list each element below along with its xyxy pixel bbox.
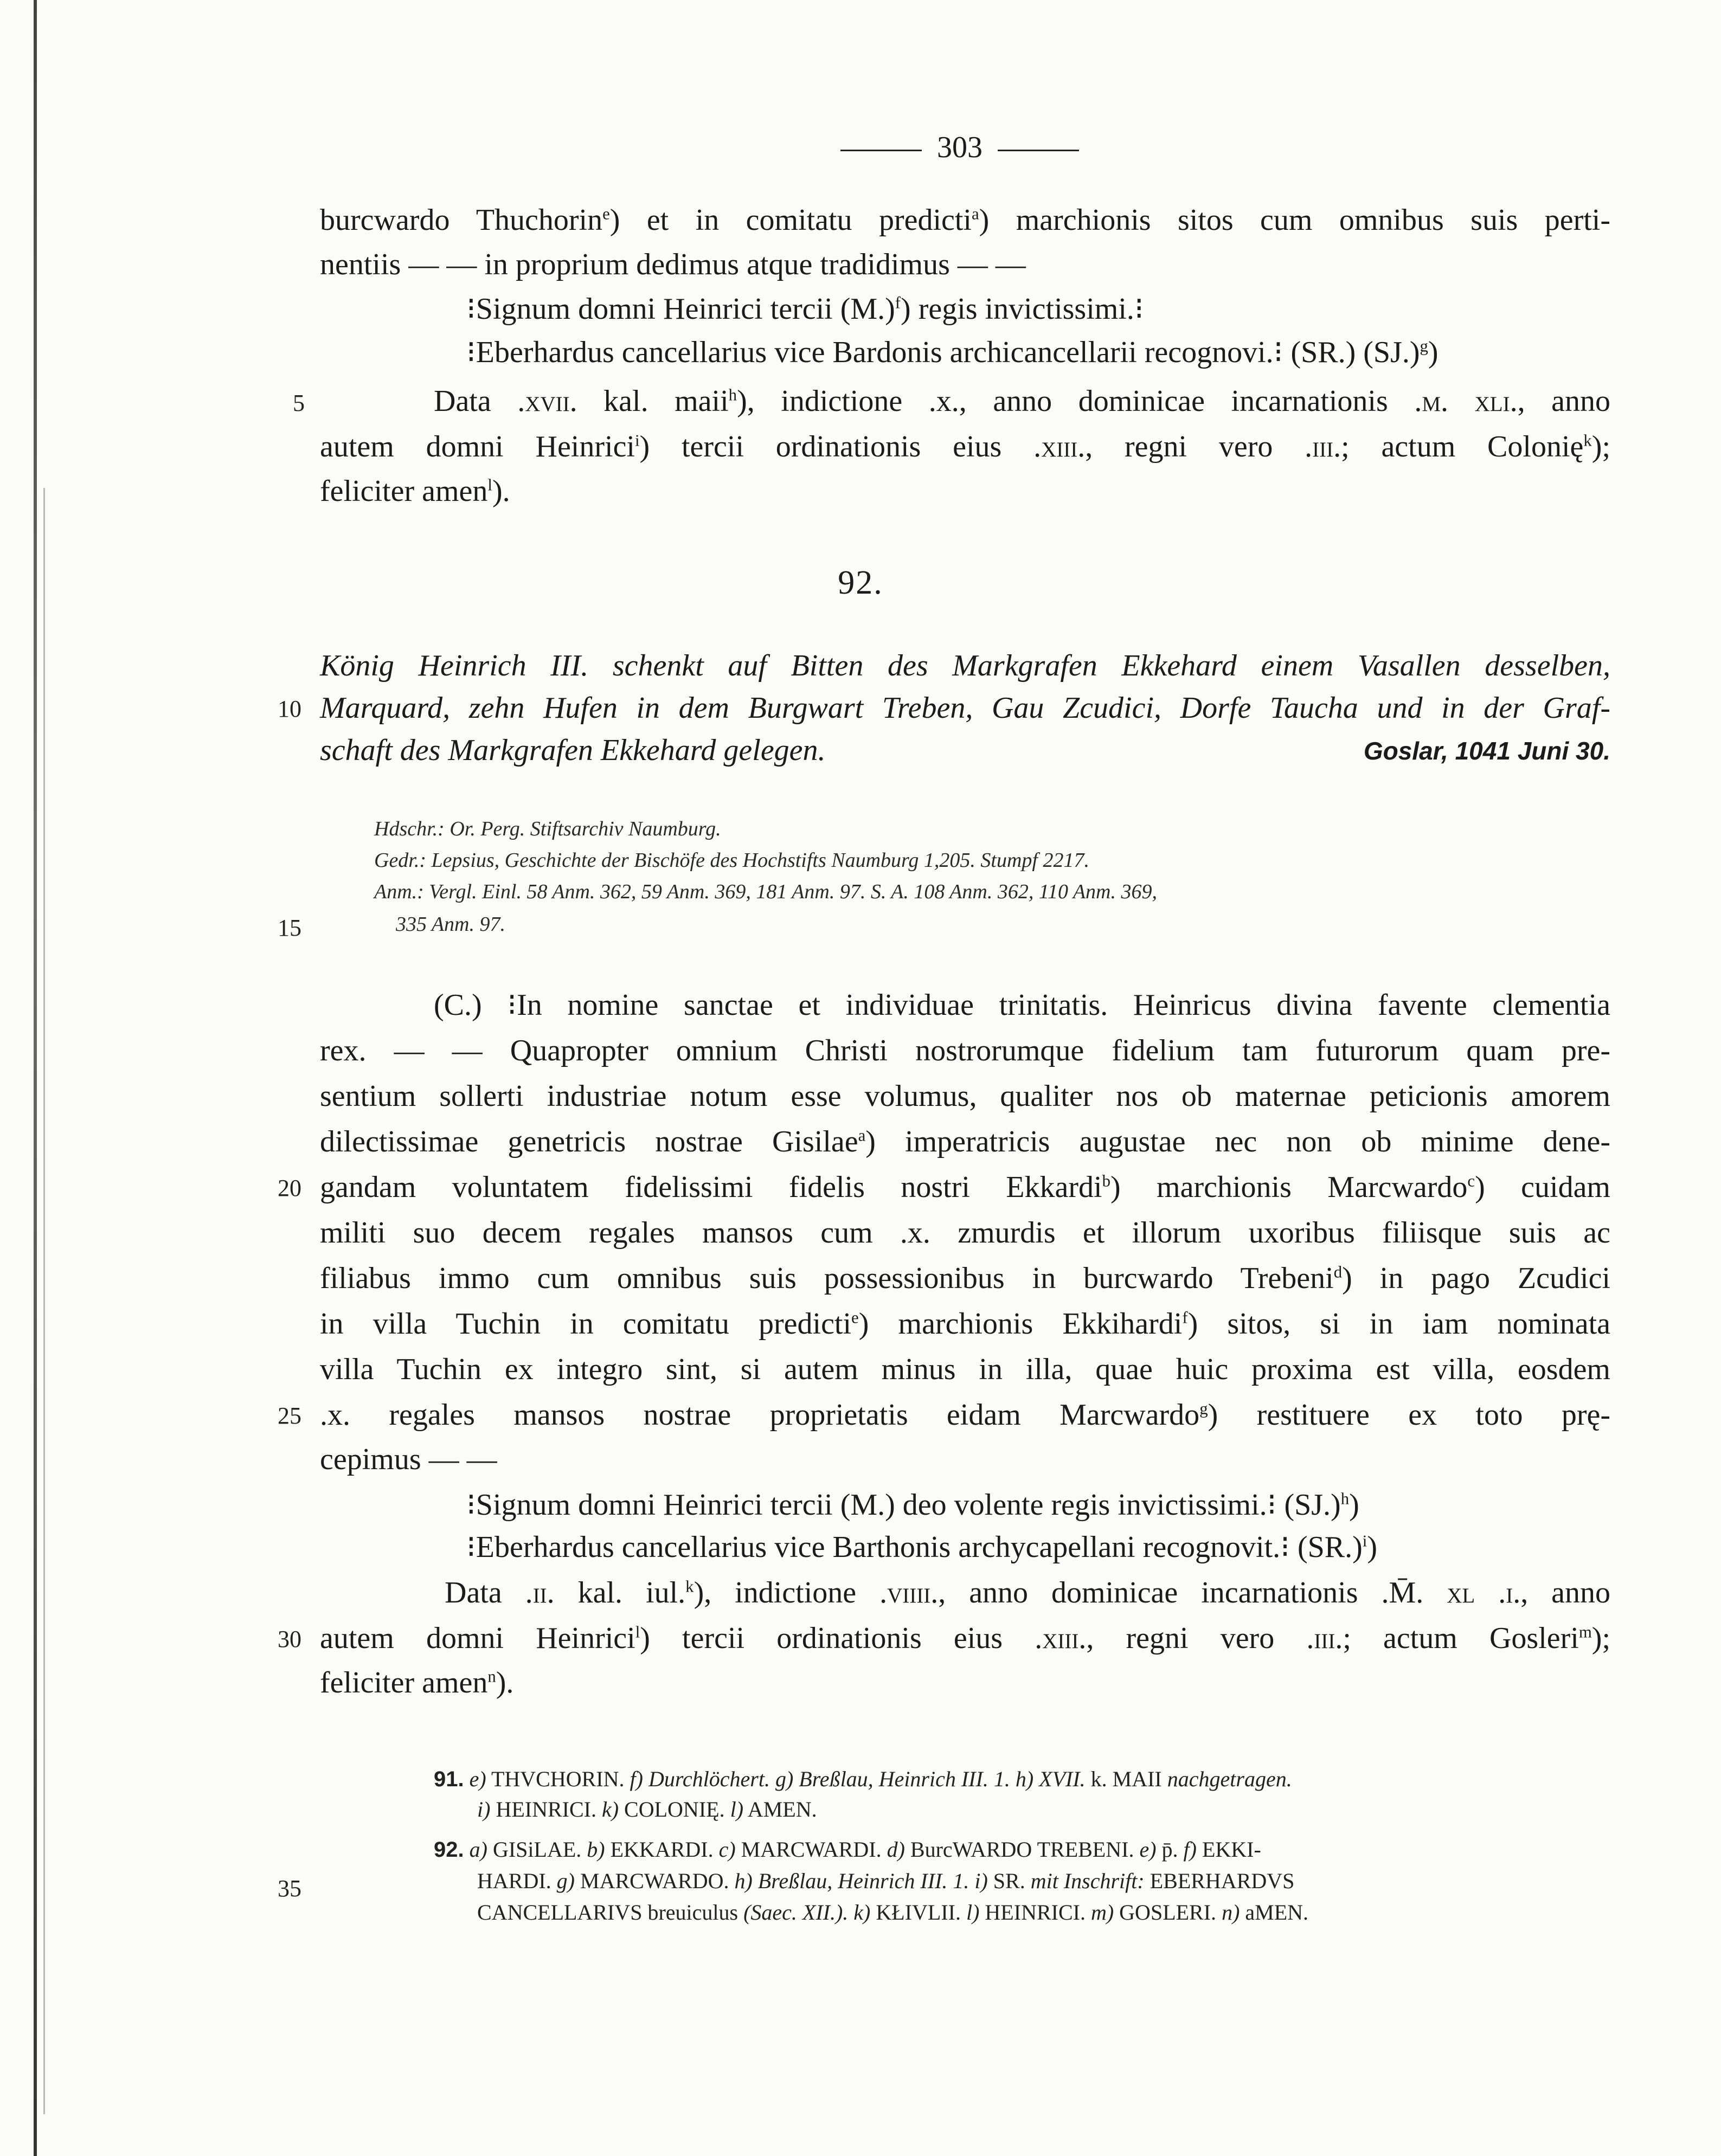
- regest-text: schaft des Markgrafen Ekkehard gelegen.: [320, 733, 826, 767]
- text-line: feliciter amen$^l$).: [320, 474, 510, 508]
- footnote-line: HARDI. g) MARCWARDO. h) Breßlau, Heinrich III. 1. i) SR. mit Inschrift: EBERHARDVS: [477, 1869, 1295, 1893]
- footnote-line: CANCELLARIVS breuiculus (Saec. XII.). k) KŁIVLII. l) HEINRICI. m) GOSLERI. n) aMEN.: [477, 1900, 1309, 1925]
- dating-line: Data .xvii. kal. maii$^h$), indictione .x., anno dominicae incarnationis .m. xli., anno: [434, 384, 1611, 418]
- source-line: Hdschr.: Or. Perg. Stiftsarchiv Naumburg.: [374, 818, 721, 840]
- regest-line: König Heinrich III. schenkt auf Bitten des Markgrafen Ekkehard einem Vasallen desselben,: [320, 649, 1610, 683]
- line-number: 15: [278, 915, 301, 941]
- text-line: dilectissimae genetricis nostrae Gisilae$^a$) imperatricis augustae nec non ob minime dene-: [320, 1125, 1610, 1159]
- regest-line: [320, 735, 1610, 765]
- text-line: nentiis — — in proprium dedimus atque tradidimus — —: [320, 248, 1026, 281]
- text-line: (C.) ⁝In nomine sanctae et individuae trinitatis. Heinricus divina favente clementia: [434, 988, 1610, 1022]
- text-line: feliciter amen$^n$).: [320, 1666, 514, 1700]
- source-line: Gedr.: Lepsius, Geschichte der Bischöfe des Hochstifts Naumburg 1,205. Stumpf 2217.: [374, 849, 1089, 872]
- header-dash-left: [840, 150, 922, 151]
- line-number: 35: [278, 1875, 301, 1902]
- signum-line: ⁝Signum domni Heinrici tercii (M.) deo volente regis invictissimi.⁝ $(SJ.)^h$): [466, 1488, 1359, 1522]
- line-number: 30: [278, 1626, 301, 1652]
- text-line: in villa Tuchin in comitatu predicti$^e$) marchionis Ekkihardi$^f$) sitos, si in iam nominata: [320, 1307, 1610, 1341]
- text-line: cepimus — —: [320, 1443, 497, 1476]
- text-line: autem domni Heinrici$^i$) tercii ordinationis eius .xiii., regni vero .iii.; actum Colonię$^k$);: [320, 430, 1611, 464]
- page-binding-edge: [34, 0, 37, 2156]
- page-number: 303: [937, 131, 982, 164]
- line-number: 5: [293, 390, 305, 416]
- text-line: autem domni Heinrici$^l$) tercii ordinationis eius .xiii., regni vero .iii.; actum Gosleri$^m$);: [320, 1621, 1611, 1655]
- page-header: [808, 130, 1112, 165]
- text-line: .x. regales mansos nostrae proprietatis eidam Marcwardo$^g$) restituere ex toto prę-: [320, 1398, 1610, 1432]
- footnote-label: 92.: [434, 1838, 464, 1862]
- dating-line: Data .ii. kal. iul.$^k$), indictione .viiii., anno dominicae incarnationis .M̄. xl .i., anno: [445, 1576, 1611, 1610]
- footnote-text: e) THVCHORIN. f) Durchlöchert. g) Breßlau, Heinrich III. 1. h) XVII. k. MAII nachgetragen.: [469, 1767, 1292, 1791]
- recognition-line: ⁝Eberhardus cancellarius vice Barthonis archycapellani recognovit.⁝ $(SR.)^i$): [466, 1530, 1377, 1564]
- document-number: 92.: [838, 564, 883, 601]
- footnote-line: [434, 1839, 1616, 1861]
- source-line: Anm.: Vergl. Einl. 58 Anm. 362, 59 Anm. 369, 181 Anm. 97. S. A. 108 Anm. 362, 110 Anm. 369,: [374, 880, 1157, 903]
- footnote-text: a) GISiLAE. b) EKKARDI. c) MARCWARDI. d) BurcWARDO TREBENI. e) p̄. f) EKKI-: [469, 1837, 1261, 1862]
- text-line: burcwardo Thuchorin$^e$) et in comitatu predicti$^a$) marchionis sitos cum omnibus suis perti-: [320, 203, 1610, 237]
- source-line: 335 Anm. 97.: [396, 913, 505, 936]
- text-line: gandam voluntatem fidelissimi fidelis nostri Ekkardi$^b$) marchionis Marcwardo$^c$) cuidam: [320, 1170, 1610, 1204]
- recognition-line: ⁝Eberhardus cancellarius vice Bardonis archicancellarii recognovi.⁝ (SR.) $(SJ.)^g$): [466, 336, 1439, 369]
- line-number: 25: [278, 1402, 301, 1429]
- regest-line: Marquard, zehn Hufen in dem Burgwart Treben, Gau Zcudici, Dorfe Taucha und in der Graf-: [320, 691, 1610, 725]
- header-dash-right: [998, 150, 1079, 151]
- footnote-line: i) HEINRICI. k) COLONIĘ. l) AMEN.: [477, 1797, 817, 1822]
- date-place: Goslar, 1041 Juni 30.: [1363, 737, 1610, 765]
- text-line: villa Tuchin ex integro sint, si autem minus in illa, quae huic proxima est villa, eosdem: [320, 1353, 1610, 1386]
- text-line: rex. — — Quapropter omnium Christi nostrorumque fidelium tam futurorum quam pre-: [320, 1034, 1610, 1067]
- page-binding-shadow: [43, 488, 45, 2114]
- footnote-label: 91.: [434, 1767, 464, 1791]
- line-number: 10: [278, 696, 301, 722]
- line-number: 20: [278, 1175, 301, 1201]
- footnote-line: [434, 1768, 1616, 1790]
- text-line: filiabus immo cum omnibus suis possessionibus in burcwardo Trebeni$^d$) in pago Zcudici: [320, 1262, 1610, 1295]
- text-line: sentium sollerti industriae notum esse volumus, qualiter nos ob maternae peticionis amorem: [320, 1079, 1610, 1113]
- signum-line: ⁝Signum domni Heinrici tercii $(M.)^f$) regis invictissimi.⁝: [466, 292, 1144, 326]
- text-line: militi suo decem regales mansos cum .x. zmurdis et illorum uxoribus filiisque suis ac: [320, 1216, 1610, 1250]
